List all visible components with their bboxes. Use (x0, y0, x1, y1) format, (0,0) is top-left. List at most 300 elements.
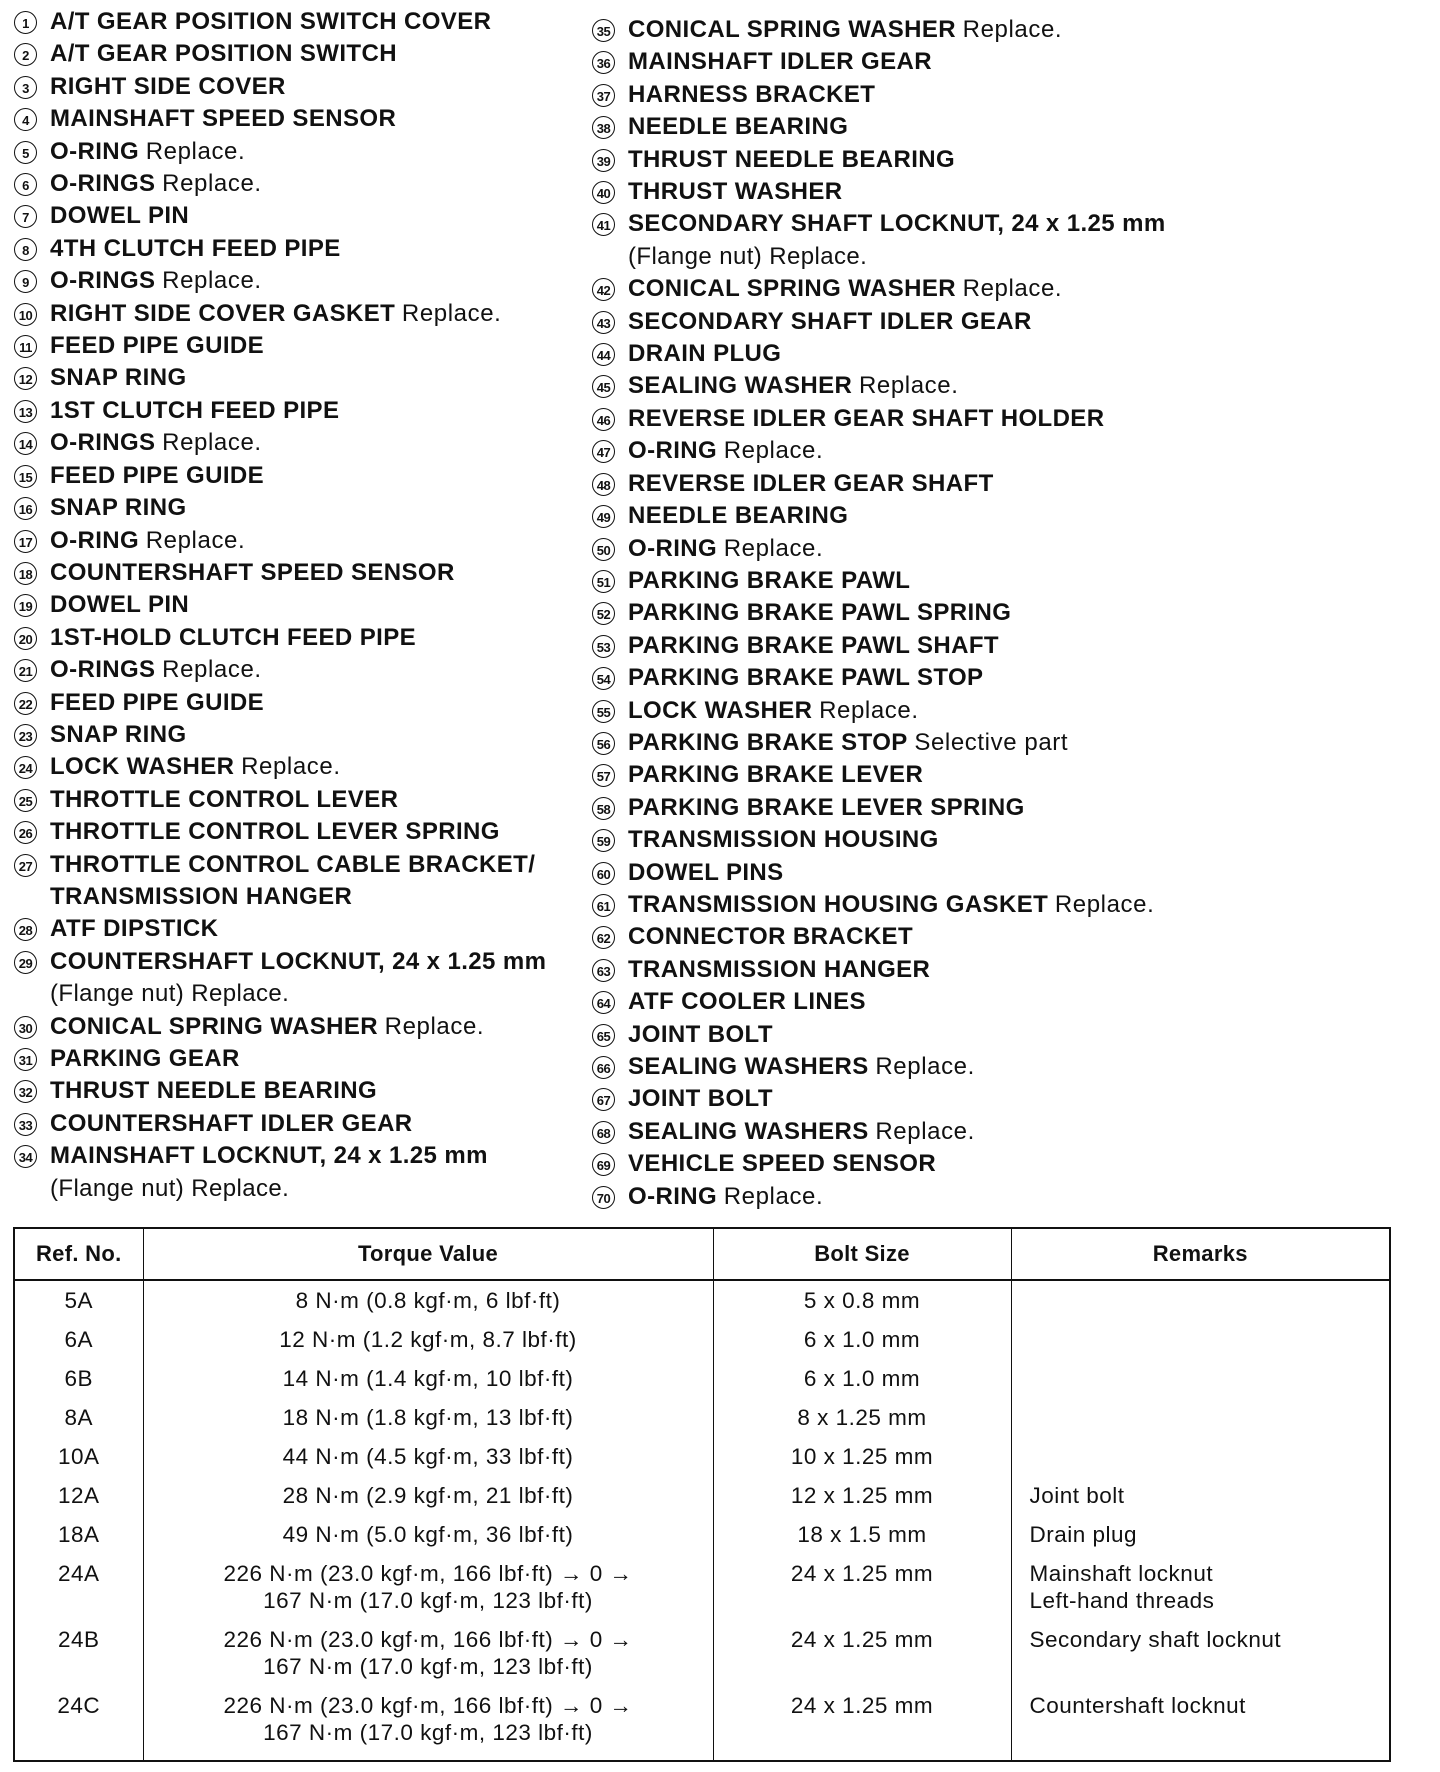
parts-list-item (592, 565, 1292, 597)
torque-line: 167 N·m (17.0 kgf·m, 123 lbf·ft) (263, 1720, 593, 1745)
cell-torque-value (143, 1686, 713, 1761)
parts-list-item (592, 695, 1292, 727)
part-name: REVERSE IDLER GEAR SHAFT (628, 469, 994, 497)
cell-remarks (1011, 1398, 1390, 1437)
callout-number: 7 (14, 205, 37, 228)
part-name: COUNTERSHAFT LOCKNUT, 24 x 1.25 mm (50, 947, 547, 975)
callout-number: 24 (14, 756, 37, 779)
cell-torque-value (143, 1554, 713, 1620)
cell-bolt-size: 8 x 1.25 mm (713, 1398, 1011, 1437)
parts-list-item (14, 427, 584, 459)
remark-line: Joint bolt (1029, 1483, 1125, 1508)
part-name: COUNTERSHAFT IDLER GEAR (50, 1109, 413, 1137)
part-name: 1ST-HOLD CLUTCH FEED PIPE (50, 623, 417, 651)
part-name: PARKING BRAKE PAWL SHAFT (628, 631, 999, 659)
torque-table-row (14, 1320, 1390, 1359)
parts-list-item (592, 986, 1292, 1018)
torque-line: 167 N·m (17.0 kgf·m, 123 lbf·ft) (263, 1654, 593, 1679)
parts-list-item (592, 14, 1292, 46)
cell-torque-value (143, 1515, 713, 1554)
part-name: NEEDLE BEARING (628, 502, 849, 530)
parts-list-item (592, 208, 1292, 273)
parts-list-item (14, 38, 584, 70)
callout-number: 9 (14, 270, 37, 293)
callout-number: 59 (592, 829, 615, 852)
callout-number: 35 (592, 19, 615, 42)
part-name: VEHICLE SPEED SENSOR (628, 1150, 937, 1178)
part-name: RIGHT SIDE COVER (50, 72, 286, 100)
callout-number: 27 (14, 854, 37, 877)
parts-list-item (14, 1140, 584, 1205)
part-name: FEED PIPE GUIDE (50, 688, 265, 716)
part-name: SNAP RING (50, 494, 187, 522)
part-name: CONNECTOR BRACKET (628, 923, 914, 951)
torque-line: 18 N·m (1.8 kgf·m, 13 lbf·ft) (282, 1405, 574, 1430)
part-name: JOINT BOLT (628, 1020, 773, 1048)
parts-list-right (592, 14, 1292, 1213)
part-note: Replace. (875, 1053, 975, 1080)
parts-list-item (592, 176, 1292, 208)
part-name: LOCK WASHER (50, 753, 235, 781)
torque-table-header-row (14, 1228, 1390, 1280)
header-bolt-size: Bolt Size (713, 1228, 1011, 1280)
callout-number: 50 (592, 538, 615, 561)
part-name: O-RING (628, 1182, 718, 1210)
parts-list-item (14, 525, 584, 557)
part-name: PARKING GEAR (50, 1045, 240, 1072)
cell-remarks (1011, 1686, 1390, 1761)
part-note: Replace. (162, 656, 262, 684)
cell-ref-no: 6A (14, 1320, 143, 1359)
part-name: MAINSHAFT SPEED SENSOR (50, 105, 397, 133)
part-name: MAINSHAFT IDLER GEAR (628, 48, 932, 76)
part-name: O-RING (628, 437, 718, 465)
callout-number: 52 (592, 602, 615, 625)
parts-list-item (592, 792, 1292, 824)
callout-number: 34 (14, 1145, 37, 1168)
part-name: A/T GEAR POSITION SWITCH (50, 40, 397, 68)
part-name: NEEDLE BEARING (628, 113, 849, 141)
callout-number: 54 (592, 667, 615, 690)
part-name: PARKING BRAKE PAWL STOP (628, 664, 984, 692)
part-note: Replace. (875, 1117, 975, 1145)
callout-number: 62 (592, 926, 615, 949)
part-continuation: (Flange nut) Replace. (50, 980, 290, 1008)
callout-number: 55 (592, 700, 615, 723)
callout-number: 56 (592, 732, 615, 755)
part-note: Replace. (723, 534, 824, 562)
cell-ref-no: 12A (14, 1476, 143, 1515)
callout-number: 21 (14, 659, 37, 682)
cell-remarks (1011, 1515, 1390, 1554)
callout-number: 17 (14, 530, 37, 553)
parts-list-item (592, 662, 1292, 694)
parts-list-item (14, 492, 584, 524)
parts-list-item (14, 395, 584, 427)
parts-list-item (14, 849, 584, 914)
part-name: O-RINGS (50, 267, 156, 295)
cell-ref-no: 10A (14, 1437, 143, 1476)
parts-list-item (592, 630, 1292, 662)
header-ref-no: Ref. No. (14, 1228, 143, 1280)
parts-list-item (592, 1083, 1292, 1115)
callout-number: 6 (14, 173, 37, 196)
parts-list-item (592, 370, 1292, 402)
parts-list-item (14, 168, 584, 200)
part-name: ATF COOLER LINES (628, 988, 866, 1016)
parts-list-item (592, 273, 1292, 305)
part-name: THRUST WASHER (628, 178, 843, 206)
callout-number: 8 (14, 238, 37, 261)
callout-number: 16 (14, 497, 37, 520)
callout-number: 29 (14, 951, 37, 974)
parts-list-item (592, 1051, 1292, 1083)
part-name: JOINT BOLT (628, 1085, 773, 1113)
part-continuation: (Flange nut) Replace. (628, 242, 868, 270)
cell-torque-value (143, 1437, 713, 1476)
cell-torque-value (143, 1476, 713, 1515)
parts-list-item (592, 824, 1292, 856)
callout-number: 41 (592, 213, 615, 236)
cell-ref-no: 5A (14, 1280, 143, 1320)
part-name: SEALING WASHER (628, 372, 853, 400)
torque-table-row (14, 1437, 1390, 1476)
callout-number: 38 (592, 116, 615, 139)
callout-number: 53 (592, 635, 615, 658)
header-torque-value: Torque Value (143, 1228, 713, 1280)
cell-ref-no: 8A (14, 1398, 143, 1437)
torque-line: 167 N·m (17.0 kgf·m, 123 lbf·ft) (263, 1588, 593, 1613)
callout-number: 36 (592, 51, 615, 74)
parts-list-item (14, 654, 584, 686)
parts-list-item (14, 687, 584, 719)
part-name: HARNESS BRACKET (628, 80, 876, 108)
part-name: O-RINGS (50, 429, 156, 457)
cell-remarks (1011, 1437, 1390, 1476)
callout-number: 47 (592, 440, 615, 463)
part-name: THROTTLE CONTROL LEVER (50, 785, 399, 813)
cell-bolt-size: 12 x 1.25 mm (713, 1476, 1011, 1515)
part-name: DRAIN PLUG (628, 340, 782, 368)
callout-number: 20 (14, 627, 37, 650)
callout-number: 11 (14, 335, 37, 358)
torque-line: 49 N·m (5.0 kgf·m, 36 lbf·ft) (282, 1522, 574, 1547)
part-name: PARKING BRAKE LEVER (628, 761, 924, 789)
cell-ref-no: 24A (14, 1554, 143, 1620)
parts-list-item (14, 265, 584, 297)
parts-list-item (592, 338, 1292, 370)
torque-table-row (14, 1359, 1390, 1398)
parts-list-item (14, 460, 584, 492)
part-name: 4TH CLUTCH FEED PIPE (50, 234, 341, 262)
torque-table-row (14, 1620, 1390, 1686)
part-note: Replace. (145, 137, 246, 165)
part-name: O-RING (50, 526, 140, 554)
callout-number: 18 (14, 562, 37, 585)
part-name: PARKING BRAKE LEVER SPRING (628, 793, 1025, 821)
part-note: Replace. (858, 372, 959, 400)
cell-torque-value (143, 1320, 713, 1359)
part-name: SECONDARY SHAFT IDLER GEAR (628, 307, 1032, 335)
part-name: FEED PIPE GUIDE (50, 461, 265, 489)
parts-list-item (14, 622, 584, 654)
cell-remarks (1011, 1554, 1390, 1620)
remark-line: Drain plug (1029, 1522, 1138, 1547)
part-name: REVERSE IDLER GEAR SHAFT HOLDER (628, 404, 1105, 432)
callout-number: 10 (14, 303, 37, 326)
part-name: MAINSHAFT LOCKNUT, 24 x 1.25 mm (50, 1142, 488, 1170)
part-note: Replace. (1054, 890, 1155, 918)
parts-list-item (14, 200, 584, 232)
torque-line: 226 N·m (23.0 kgf·m, 166 lbf·ft) → 0 → (223, 1561, 633, 1586)
torque-line: 12 N·m (1.2 kgf·m, 8.7 lbf·ft) (279, 1327, 577, 1352)
torque-table (13, 1227, 1391, 1762)
callout-number: 58 (592, 797, 615, 820)
parts-list-item (592, 46, 1292, 78)
callout-number: 69 (592, 1153, 615, 1176)
cell-bolt-size: 10 x 1.25 mm (713, 1437, 1011, 1476)
cell-remarks (1011, 1320, 1390, 1359)
torque-line: 14 N·m (1.4 kgf·m, 10 lbf·ft) (282, 1366, 574, 1391)
part-name: TRANSMISSION HOUSING (628, 826, 939, 854)
callout-number: 64 (592, 991, 615, 1014)
cell-bolt-size: 6 x 1.0 mm (713, 1359, 1011, 1398)
parts-list-item (592, 857, 1292, 889)
torque-table-row (14, 1476, 1390, 1515)
torque-table-row (14, 1280, 1390, 1320)
part-name: SNAP RING (50, 364, 187, 392)
parts-list-item (592, 1181, 1292, 1213)
parts-list-item (14, 557, 584, 589)
part-name: PARKING BRAKE PAWL (628, 566, 911, 594)
part-name: LOCK WASHER (628, 696, 813, 724)
part-name: SEALING WASHERS (628, 1117, 869, 1145)
part-note: Replace. (162, 429, 262, 457)
part-name: THRUST NEEDLE BEARING (628, 145, 956, 173)
cell-bolt-size: 24 x 1.25 mm (713, 1554, 1011, 1620)
remark-line: Secondary shaft locknut (1029, 1627, 1282, 1652)
cell-bolt-size: 18 x 1.5 mm (713, 1515, 1011, 1554)
callout-number: 5 (14, 141, 37, 164)
part-name: O-RING (50, 137, 140, 165)
callout-number: 70 (592, 1186, 615, 1209)
callout-number: 61 (592, 894, 615, 917)
callout-number: 65 (592, 1024, 615, 1047)
parts-list-item (14, 6, 584, 38)
parts-list-item (592, 79, 1292, 111)
cell-torque-value (143, 1280, 713, 1320)
cell-torque-value (143, 1398, 713, 1437)
cell-ref-no: 24C (14, 1686, 143, 1761)
callout-number: 22 (14, 692, 37, 715)
part-name: PARKING BRAKE STOP (628, 728, 908, 756)
parts-list-item (14, 1043, 584, 1075)
part-name: THROTTLE CONTROL LEVER SPRING (50, 818, 500, 846)
parts-list-item (14, 946, 584, 1011)
parts-list-item (14, 1011, 584, 1043)
cell-remarks (1011, 1476, 1390, 1515)
callout-number: 68 (592, 1121, 615, 1144)
callout-number: 44 (592, 343, 615, 366)
parts-list-item (14, 913, 584, 945)
parts-list-item (592, 889, 1292, 921)
torque-table-row (14, 1554, 1390, 1620)
part-name: O-RING (628, 534, 718, 562)
parts-list-item (14, 719, 584, 751)
parts-list-item (592, 435, 1292, 467)
callout-number: 51 (592, 570, 615, 593)
callout-number: 15 (14, 465, 37, 488)
parts-list-item (14, 330, 584, 362)
parts-list-item (592, 1019, 1292, 1051)
part-note: Selective part (914, 728, 1069, 756)
part-note: Replace. (723, 437, 824, 465)
part-name: DOWEL PIN (50, 202, 190, 230)
callout-number: 1 (14, 11, 37, 34)
part-note: Replace. (241, 753, 341, 781)
callout-number: 4 (14, 108, 37, 131)
parts-list-item (14, 589, 584, 621)
callout-number: 57 (592, 764, 615, 787)
parts-list-item (592, 111, 1292, 143)
part-name: O-RINGS (50, 656, 156, 684)
part-name: SNAP RING (50, 720, 187, 748)
torque-table-row (14, 1686, 1390, 1761)
parts-list-item (14, 298, 584, 330)
parts-list-item (592, 533, 1292, 565)
part-name: SECONDARY SHAFT LOCKNUT, 24 x 1.25 mm (628, 210, 1166, 238)
cell-remarks (1011, 1280, 1390, 1320)
parts-list-item (14, 71, 584, 103)
cell-bolt-size: 5 x 0.8 mm (713, 1280, 1011, 1320)
cell-remarks (1011, 1359, 1390, 1398)
part-name: CONICAL SPRING WASHER (628, 16, 956, 43)
parts-list-item (592, 597, 1292, 629)
torque-line: 28 N·m (2.9 kgf·m, 21 lbf·ft) (282, 1483, 574, 1508)
part-note: Replace. (145, 526, 246, 554)
callout-number: 32 (14, 1080, 37, 1103)
parts-list-item (14, 784, 584, 816)
callout-number: 14 (14, 432, 37, 455)
callout-number: 2 (14, 43, 37, 66)
callout-number: 49 (592, 505, 615, 528)
parts-list-item (14, 362, 584, 394)
cell-ref-no: 18A (14, 1515, 143, 1554)
parts-list-item (592, 144, 1292, 176)
parts-list-item (14, 1108, 584, 1140)
part-name: DOWEL PIN (50, 591, 190, 619)
parts-list-item (592, 954, 1292, 986)
parts-list-item (14, 103, 584, 135)
cell-remarks (1011, 1620, 1390, 1686)
parts-list-item (592, 403, 1292, 435)
callout-number: 33 (14, 1113, 37, 1136)
callout-number: 37 (592, 84, 615, 107)
parts-list-item (14, 816, 584, 848)
parts-list-item (592, 727, 1292, 759)
header-remarks: Remarks (1011, 1228, 1390, 1280)
part-continuation: (Flange nut) Replace. (50, 1174, 290, 1202)
cell-torque-value (143, 1359, 713, 1398)
cell-ref-no: 6B (14, 1359, 143, 1398)
callout-number: 63 (592, 959, 615, 982)
part-name: DOWEL PINS (628, 858, 784, 886)
part-name: CONICAL SPRING WASHER (50, 1012, 378, 1040)
torque-line: 226 N·m (23.0 kgf·m, 166 lbf·ft) → 0 → (223, 1693, 633, 1718)
part-note: Replace. (162, 267, 262, 295)
parts-list-item (592, 759, 1292, 791)
part-note: Replace. (723, 1182, 824, 1210)
callout-number: 42 (592, 278, 615, 301)
parts-list-item (592, 1116, 1292, 1148)
remark-line: Left-hand threads (1029, 1588, 1215, 1613)
part-name: ATF DIPSTICK (50, 915, 219, 943)
part-name: FEED PIPE GUIDE (50, 332, 265, 360)
callout-number: 26 (14, 821, 37, 844)
callout-number: 43 (592, 311, 615, 334)
callout-number: 28 (14, 918, 37, 941)
part-name: TRANSMISSION HANGER (628, 955, 931, 983)
part-name: RIGHT SIDE COVER GASKET (50, 299, 396, 327)
callout-number: 30 (14, 1016, 37, 1039)
callout-number: 67 (592, 1088, 615, 1111)
part-name: SEALING WASHERS (628, 1053, 869, 1080)
callout-number: 60 (592, 862, 615, 885)
torque-line: 44 N·m (4.5 kgf·m, 33 lbf·ft) (282, 1444, 574, 1469)
parts-list-item (14, 136, 584, 168)
parts-list-item (592, 921, 1292, 953)
parts-list-item (592, 468, 1292, 500)
callout-number: 12 (14, 367, 37, 390)
parts-list-left (14, 6, 584, 1205)
callout-number: 13 (14, 400, 37, 423)
callout-number: 40 (592, 181, 615, 204)
torque-line: 226 N·m (23.0 kgf·m, 166 lbf·ft) → 0 → (223, 1627, 633, 1652)
cell-bolt-size: 24 x 1.25 mm (713, 1686, 1011, 1761)
torque-table-row (14, 1515, 1390, 1554)
callout-number: 48 (592, 473, 615, 496)
part-note: Replace. (401, 299, 502, 327)
cell-ref-no: 24B (14, 1620, 143, 1686)
part-note: Replace. (819, 696, 919, 724)
parts-list-item (14, 1075, 584, 1107)
torque-line: 8 N·m (0.8 kgf·m, 6 lbf·ft) (295, 1288, 561, 1313)
parts-list-item (14, 233, 584, 265)
part-name: THROTTLE CONTROL CABLE BRACKET/ (50, 850, 536, 878)
callout-number: 39 (592, 149, 615, 172)
part-name: TRANSMISSION HOUSING GASKET (628, 890, 1049, 918)
part-name: PARKING BRAKE PAWL SPRING (628, 599, 1012, 627)
callout-number: 19 (14, 594, 37, 617)
parts-list-item (14, 751, 584, 783)
cell-bolt-size: 24 x 1.25 mm (713, 1620, 1011, 1686)
parts-list-item (592, 500, 1292, 532)
part-note: Replace. (962, 275, 1063, 303)
callout-number: 3 (14, 76, 37, 99)
cell-bolt-size: 6 x 1.0 mm (713, 1320, 1011, 1359)
part-name: THRUST NEEDLE BEARING (50, 1077, 378, 1105)
part-name: A/T GEAR POSITION SWITCH COVER (50, 8, 492, 35)
parts-list-item (592, 306, 1292, 338)
callout-number: 66 (592, 1056, 615, 1079)
callout-number: 25 (14, 789, 37, 812)
part-name: CONICAL SPRING WASHER (628, 275, 956, 303)
callout-number: 45 (592, 375, 615, 398)
part-name: COUNTERSHAFT SPEED SENSOR (50, 558, 455, 586)
cell-torque-value (143, 1620, 713, 1686)
part-note: Replace. (962, 16, 1063, 43)
part-note: Replace. (162, 170, 262, 198)
